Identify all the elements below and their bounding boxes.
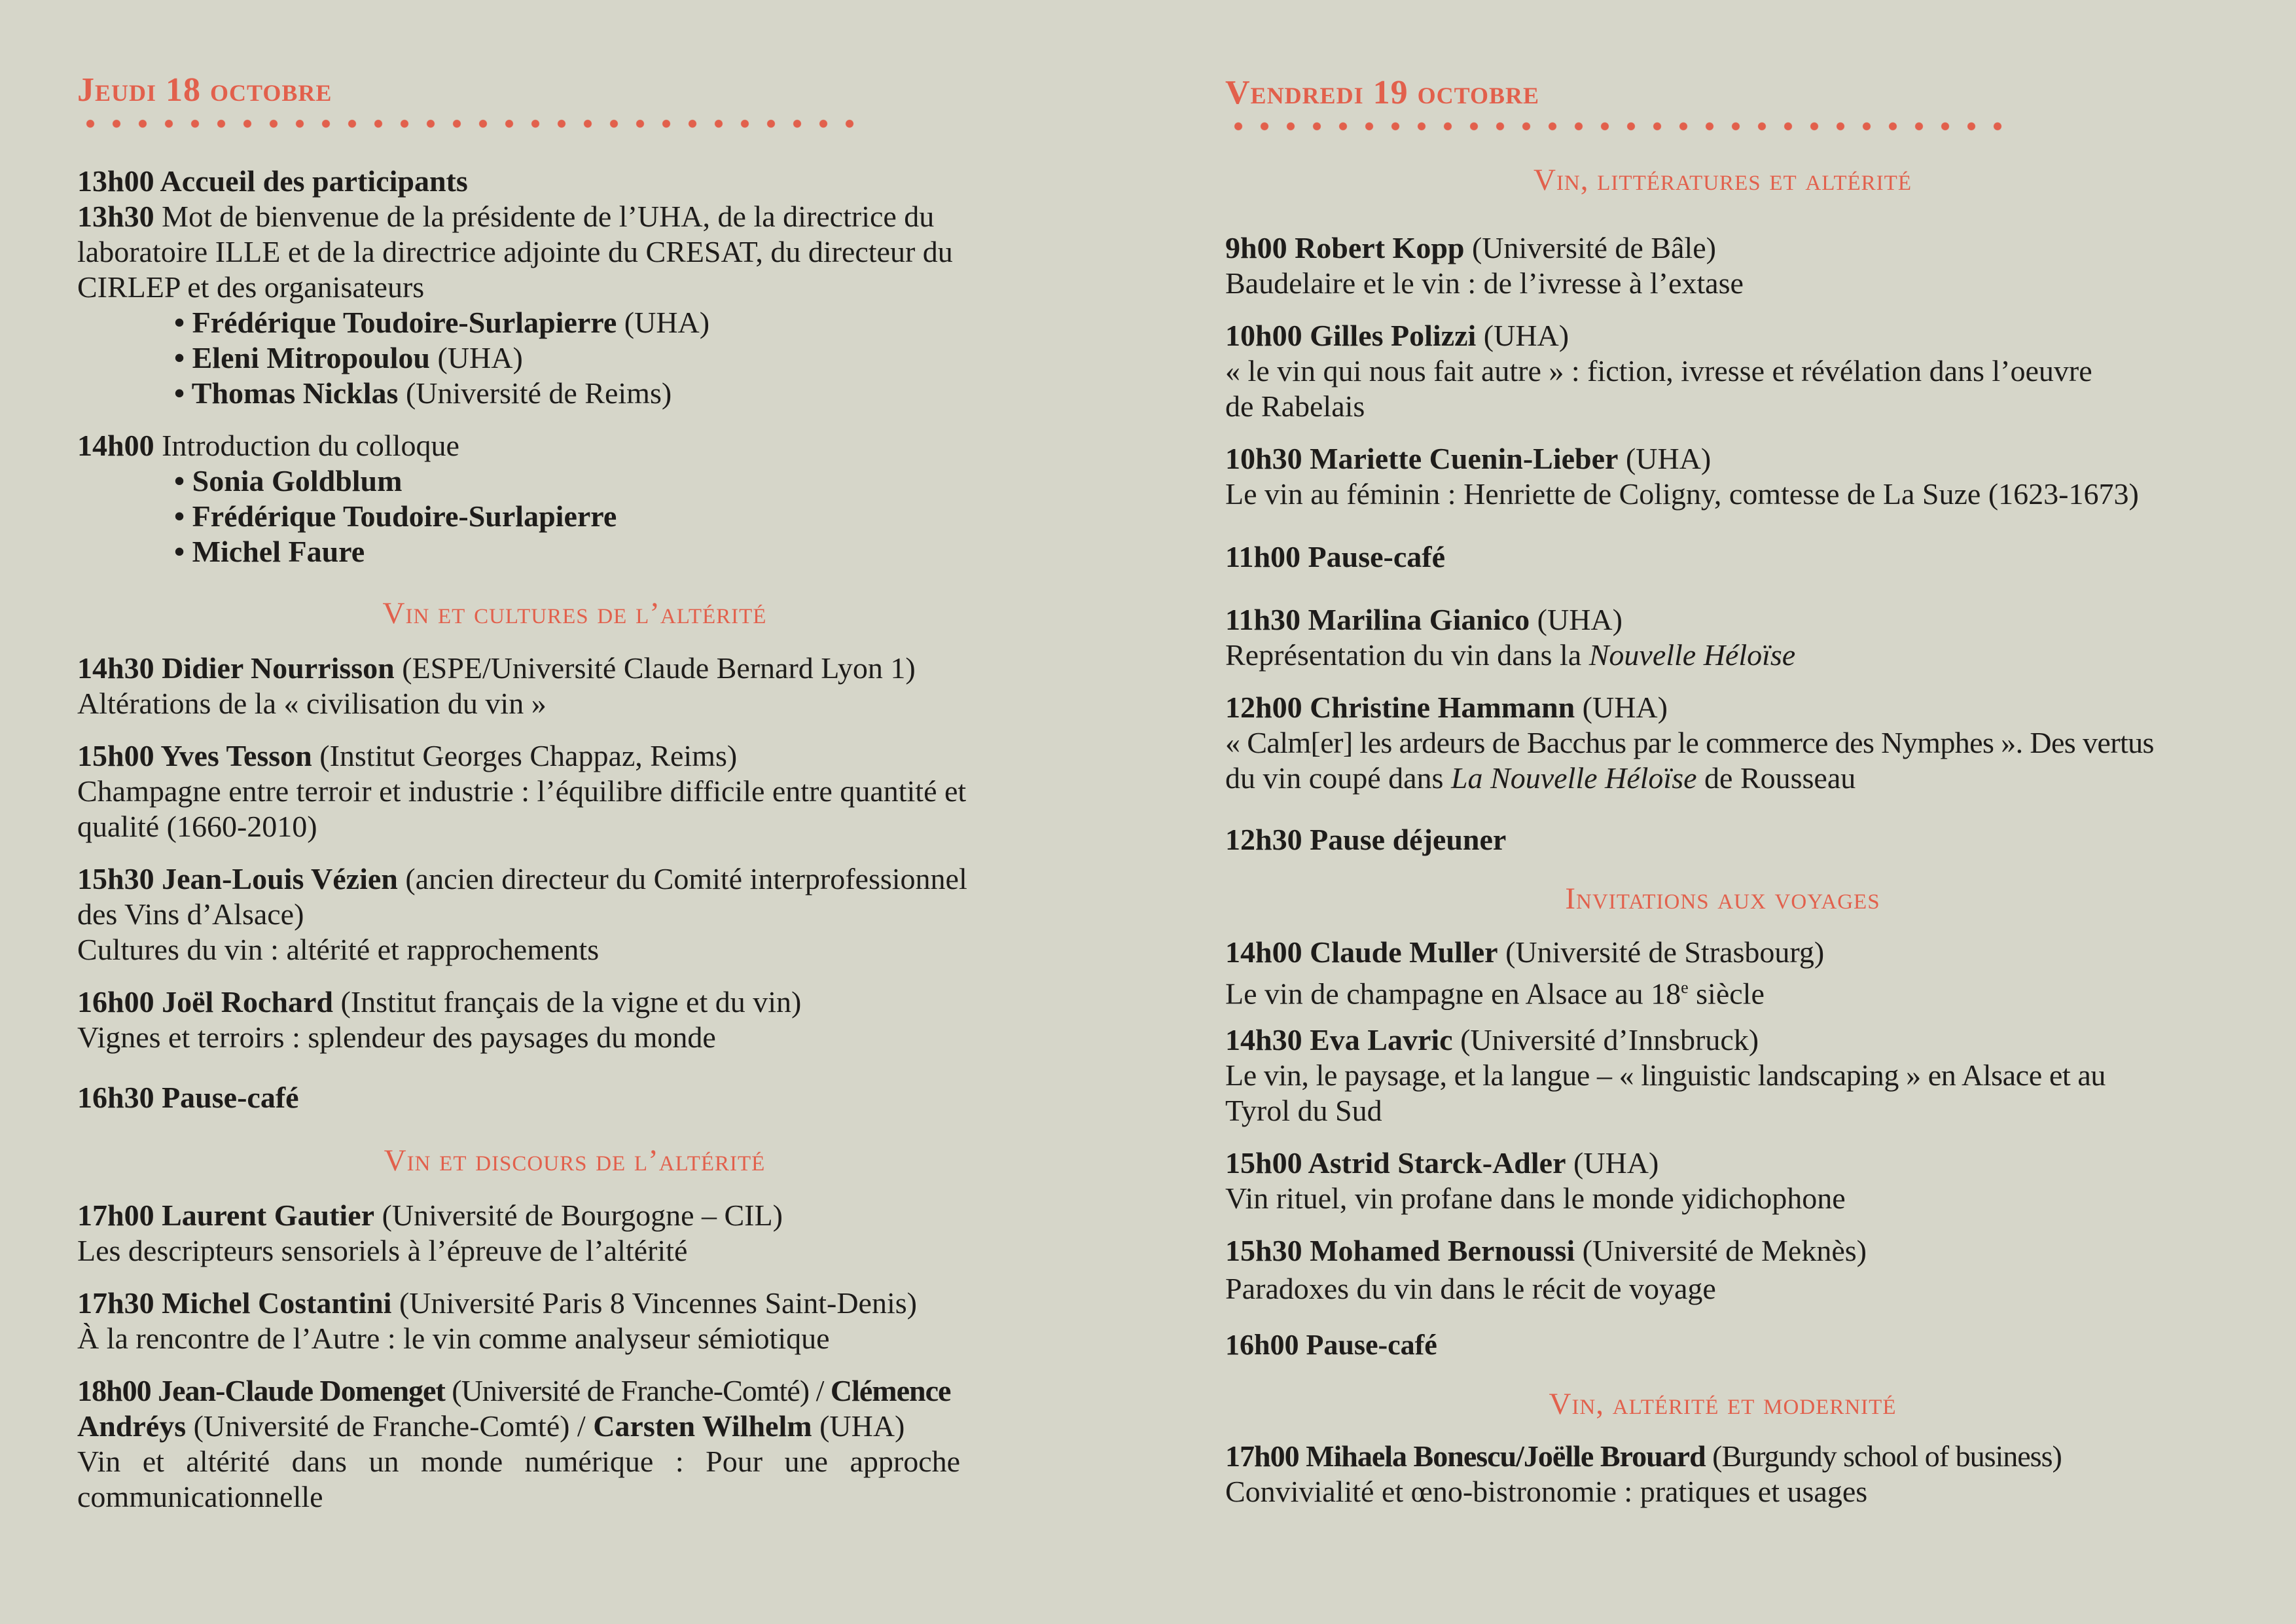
talk-1600-speaker <box>77 984 801 1020</box>
talk-1500-speaker <box>77 738 737 774</box>
talk-1500-title-line1: Champagne entre terroir et industrie : l’équilibre difficile entre quantité et <box>77 774 967 808</box>
speaker-affiliation: (UHA) <box>1530 603 1623 636</box>
speaker-name: 15h30 Mohamed Bernoussi <box>1225 1234 1575 1267</box>
text-1330-a: Mot de bienvenue de la présidente de l’UHA, de la directrice du <box>154 200 935 233</box>
talk-1130-title <box>1225 638 1795 673</box>
talk-1800-speakers-line1 <box>77 1373 950 1409</box>
speaker-name: 17h30 Michel Costantini <box>77 1286 392 1320</box>
talk-1800-speakers-line2 <box>77 1409 905 1444</box>
intro-speaker-2: • Frédérique Toudoire-Surlapierre <box>174 499 617 533</box>
talk-1800-title-line1: Vin et altérité dans un monde numérique : Pour une approche <box>77 1445 961 1478</box>
talk-1530-speaker <box>1225 1233 1867 1269</box>
talk-1530-speaker <box>77 861 967 897</box>
speaker-affiliation: (ESPE/Université Claude Bernard Lyon 1) <box>394 651 916 685</box>
item-1330-line2: laboratoire ILLE et de la directrice adjointe du CRESAT, du directeur du <box>77 235 953 268</box>
talk-1030-speaker <box>1225 441 1711 477</box>
talk-1730-title: À la rencontre de l’Autre : le vin comme analyseur sémiotique <box>77 1322 830 1355</box>
intro-speaker-3: • Michel Faure <box>174 535 365 568</box>
speaker-name: 15h30 Jean-Louis Vézien <box>77 862 398 895</box>
speaker-affiliation: (Université de Franche-Comté) / <box>444 1374 831 1407</box>
speaker-name: 14h30 Didier Nourrisson <box>77 651 395 685</box>
welcome-speaker-2 <box>174 340 523 376</box>
friday-title: Vendredi 19 octobre <box>1225 74 1539 111</box>
intro-speaker-1: • Sonia Goldblum <box>174 464 403 497</box>
talk-title-text: siècle <box>1688 977 1765 1011</box>
speaker-name: • Frédérique Toudoire-Surlapierre <box>174 306 617 339</box>
talk-1800-title-line2: communicationnelle <box>77 1480 323 1513</box>
speaker-name: 15h00 Yves Tesson <box>77 739 312 772</box>
speaker-name: 17h00 Laurent Gautier <box>77 1199 375 1232</box>
speaker-affiliation: (Institut Georges Chappaz, Reims) <box>312 739 738 772</box>
thursday-dotted-rule <box>77 119 869 128</box>
speaker-name: Carsten Wilhelm <box>593 1409 812 1443</box>
thursday-title: Jeudi 18 octobre <box>77 71 332 109</box>
speaker-name: 11h30 Marilina Gianico <box>1225 603 1530 636</box>
talk-title-text: de Rousseau <box>1696 761 1856 795</box>
speaker-affiliation: (UHA) <box>1618 442 1712 475</box>
book-title: Nouvelle Héloïse <box>1588 638 1796 672</box>
talk-title-text: Le vin de champagne en Alsace au 18 <box>1225 977 1681 1011</box>
talk-1500-title: Vin rituel, vin profane dans le monde yidichophone <box>1225 1182 1846 1215</box>
time-1330: 13h30 <box>77 200 154 233</box>
speaker-affiliation: (Université Paris 8 Vincennes Saint-Denis) <box>391 1286 917 1320</box>
talk-1200-speaker <box>1225 690 1668 725</box>
speaker-affiliation: (Burgundy school of business) <box>1705 1439 2062 1473</box>
section-heading-litteratures: Vin, littératures et altérité <box>1534 163 1912 197</box>
speaker-affiliation: (UHA) <box>617 306 710 339</box>
speaker-name: Clémence <box>830 1374 951 1407</box>
speaker-name: 10h00 Gilles Polizzi <box>1225 319 1477 352</box>
talk-1030-title: Le vin au féminin : Henriette de Coligny, comtesse de La Suze (1623-1673) <box>1225 477 2139 511</box>
speaker-name: Andréys <box>77 1409 187 1443</box>
speaker-name: 9h00 Robert Kopp <box>1225 231 1465 264</box>
section-heading-discours: Vin et discours de l’altérité <box>384 1144 766 1178</box>
speaker-affiliation: (ancien directeur du Comité interprofessionnel <box>397 862 967 895</box>
talk-1130-speaker <box>1225 602 1623 638</box>
talk-1530-affiliation-line2: des Vins d’Alsace) <box>77 897 304 931</box>
talk-1700-title: Convivialité et œno-bistronomie : pratiques et usages <box>1225 1475 1868 1508</box>
speaker-affiliation: (UHA) <box>812 1409 905 1443</box>
talk-1200-title-line1: « Calm[er] les ardeurs de Bacchus par le commerce des Nymphes ». Des vertus <box>1225 726 2154 759</box>
speaker-name: 15h00 Astrid Starck-Adler <box>1225 1146 1566 1180</box>
friday-dotted-rule <box>1225 122 2017 131</box>
item-1400 <box>77 428 459 463</box>
time-1400: 14h00 <box>77 429 154 462</box>
item-1330-line1 <box>77 199 934 234</box>
section-heading-voyages: Invitations aux voyages <box>1565 882 1880 916</box>
pause-1600: 16h00 Pause-café <box>1225 1329 1437 1361</box>
speaker-name: 12h00 Christine Hammann <box>1225 691 1575 724</box>
section-heading-cultures: Vin et cultures de l’altérité <box>382 596 767 630</box>
item-1300: 13h00 Accueil des participants <box>77 164 468 198</box>
speaker-name: 17h00 Mihaela Bonescu/Joëlle Brouard <box>1225 1439 1706 1473</box>
talk-1400-title <box>1225 970 1765 1011</box>
talk-1430-speaker <box>77 651 916 686</box>
speaker-name: 14h30 Eva Lavric <box>1225 1023 1453 1056</box>
welcome-speaker-3 <box>174 376 672 411</box>
item-1330-line3: CIRLEP et des organisateurs <box>77 270 425 304</box>
speaker-name: 10h30 Mariette Cuenin-Lieber <box>1225 442 1619 475</box>
speaker-affiliation: (Université de Bâle) <box>1464 231 1716 264</box>
talk-1430-title-line1: Le vin, le paysage, et la langue – « linguistic landscaping » en Alsace et au <box>1225 1058 2106 1092</box>
talk-1700-speaker <box>77 1198 783 1233</box>
talk-1430-speaker <box>1225 1022 1759 1058</box>
speaker-name: • Eleni Mitropoulou <box>174 341 430 374</box>
pause-1230: 12h30 Pause déjeuner <box>1225 823 1507 856</box>
talk-1000-title-line2: de Rabelais <box>1225 389 1365 423</box>
talk-1530-title: Cultures du vin : altérité et rapprochements <box>77 933 600 966</box>
talk-1600-title: Vignes et terroirs : splendeur des paysages du monde <box>77 1020 716 1054</box>
speaker-affiliation: (Institut français de la vigne et du vin) <box>333 985 802 1019</box>
speaker-affiliation: (UHA) <box>1476 319 1570 352</box>
welcome-speaker-1 <box>174 305 709 340</box>
talk-1400-speaker <box>1225 935 1824 970</box>
talk-title-text: Représentation du vin dans la <box>1225 638 1589 672</box>
speaker-affiliation: (UHA) <box>1566 1146 1659 1180</box>
talk-1430-title: Altérations de la « civilisation du vin » <box>77 687 547 720</box>
talk-1000-title-line1: « le vin qui nous fait autre » : fiction, ivresse et révélation dans l’oeuvre <box>1225 354 2092 388</box>
pause-1100: 11h00 Pause-café <box>1225 540 1446 573</box>
speaker-affiliation: (Université de Bourgogne – CIL) <box>374 1199 783 1232</box>
talk-1500-title-line2: qualité (1660-2010) <box>77 810 317 843</box>
speaker-affiliation: (UHA) <box>429 341 523 374</box>
pause-1630: 16h30 Pause-café <box>77 1081 299 1114</box>
speaker-affiliation: (Université de Meknès) <box>1575 1234 1867 1267</box>
talk-1730-speaker <box>77 1286 917 1321</box>
talk-1200-title-line2 <box>1225 761 1856 796</box>
talk-1000-speaker <box>1225 318 1569 353</box>
talk-1430-title-line2: Tyrol du Sud <box>1225 1094 1382 1127</box>
talk-1530-title: Paradoxes du vin dans le récit de voyage <box>1225 1272 1716 1305</box>
speaker-affiliation: (UHA) <box>1575 691 1668 724</box>
talk-1700-speaker <box>1225 1439 2062 1474</box>
speaker-name: 16h00 Joël Rochard <box>77 985 333 1019</box>
speaker-name: • Thomas Nicklas <box>174 376 399 410</box>
speaker-affiliation: (Université d’Innsbruck) <box>1452 1023 1759 1056</box>
book-title: La Nouvelle Héloïse <box>1450 761 1697 795</box>
speaker-name: 14h00 Claude Muller <box>1225 935 1498 969</box>
talk-title-text: du vin coupé dans <box>1225 761 1451 795</box>
text-1400: Introduction du colloque <box>154 429 459 462</box>
speaker-name: 18h00 Jean-Claude Domenget <box>77 1374 445 1407</box>
talk-0900-title: Baudelaire et le vin : de l’ivresse à l’extase <box>1225 266 1744 300</box>
superscript: e <box>1681 978 1689 997</box>
speaker-affiliation: (Université de Franche-Comté) / <box>186 1409 594 1443</box>
talk-1700-title: Les descripteurs sensoriels à l’épreuve de l’altérité <box>77 1234 688 1267</box>
section-heading-modernite: Vin, altérité et modernité <box>1549 1387 1897 1421</box>
talk-0900-speaker <box>1225 230 1716 266</box>
speaker-affiliation: (Université de Reims) <box>398 376 672 410</box>
speaker-affiliation: (Université de Strasbourg) <box>1498 935 1825 969</box>
talk-1500-speaker <box>1225 1146 1659 1181</box>
